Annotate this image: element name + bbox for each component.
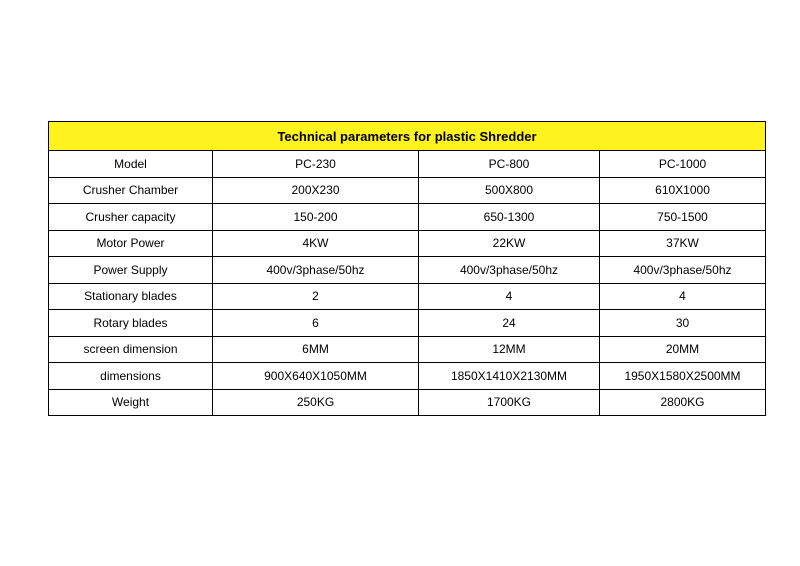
- header-model-pc-800: PC-800: [419, 151, 600, 178]
- header-model-pc-1000: PC-1000: [600, 151, 766, 178]
- table-cell: 22KW: [419, 230, 600, 257]
- table-cell: 500X800: [419, 177, 600, 204]
- table-row: [49, 177, 766, 204]
- table-cell: 1950X1580X2500MM: [600, 363, 766, 390]
- table-cell: 400v/3phase/50hz: [419, 257, 600, 284]
- row-label: Power Supply: [49, 257, 213, 284]
- table-cell: 150-200: [213, 204, 419, 231]
- table-cell: 400v/3phase/50hz: [600, 257, 766, 284]
- table-cell: 610X1000: [600, 177, 766, 204]
- table-row: [49, 257, 766, 284]
- table-row: [49, 230, 766, 257]
- row-label: Motor Power: [49, 230, 213, 257]
- header-label-model: Model: [49, 151, 213, 178]
- table-title: Technical parameters for plastic Shredder: [49, 122, 766, 151]
- header-model-pc-230: PC-230: [213, 151, 419, 178]
- table-cell: 200X230: [213, 177, 419, 204]
- table-row: [49, 204, 766, 231]
- table-cell: 2800KG: [600, 389, 766, 416]
- row-label: Weight: [49, 389, 213, 416]
- table-cell: 20MM: [600, 336, 766, 363]
- table-cell: 12MM: [419, 336, 600, 363]
- table-cell: 4KW: [213, 230, 419, 257]
- table-title-row: [49, 122, 766, 151]
- table-header-row: [49, 151, 766, 178]
- row-label: Crusher Chamber: [49, 177, 213, 204]
- spec-table: [48, 121, 766, 416]
- table-cell: 1850X1410X2130MM: [419, 363, 600, 390]
- table-cell: 4: [600, 283, 766, 310]
- table-row: [49, 283, 766, 310]
- row-label: screen dimension: [49, 336, 213, 363]
- table-cell: 250KG: [213, 389, 419, 416]
- table-cell: 750-1500: [600, 204, 766, 231]
- table-row: [49, 389, 766, 416]
- table-cell: 4: [419, 283, 600, 310]
- table-cell: 650-1300: [419, 204, 600, 231]
- table-cell: 1700KG: [419, 389, 600, 416]
- table-row: [49, 336, 766, 363]
- row-label: Rotary blades: [49, 310, 213, 337]
- table-row: [49, 363, 766, 390]
- table-cell: 24: [419, 310, 600, 337]
- table-row: [49, 310, 766, 337]
- table-cell: 400v/3phase/50hz: [213, 257, 419, 284]
- spec-table-body: [49, 122, 766, 416]
- table-cell: 2: [213, 283, 419, 310]
- row-label: Crusher capacity: [49, 204, 213, 231]
- table-cell: 6: [213, 310, 419, 337]
- table-cell: 6MM: [213, 336, 419, 363]
- table-cell: 37KW: [600, 230, 766, 257]
- row-label: Stationary blades: [49, 283, 213, 310]
- table-cell: 900X640X1050MM: [213, 363, 419, 390]
- row-label: dimensions: [49, 363, 213, 390]
- table-cell: 30: [600, 310, 766, 337]
